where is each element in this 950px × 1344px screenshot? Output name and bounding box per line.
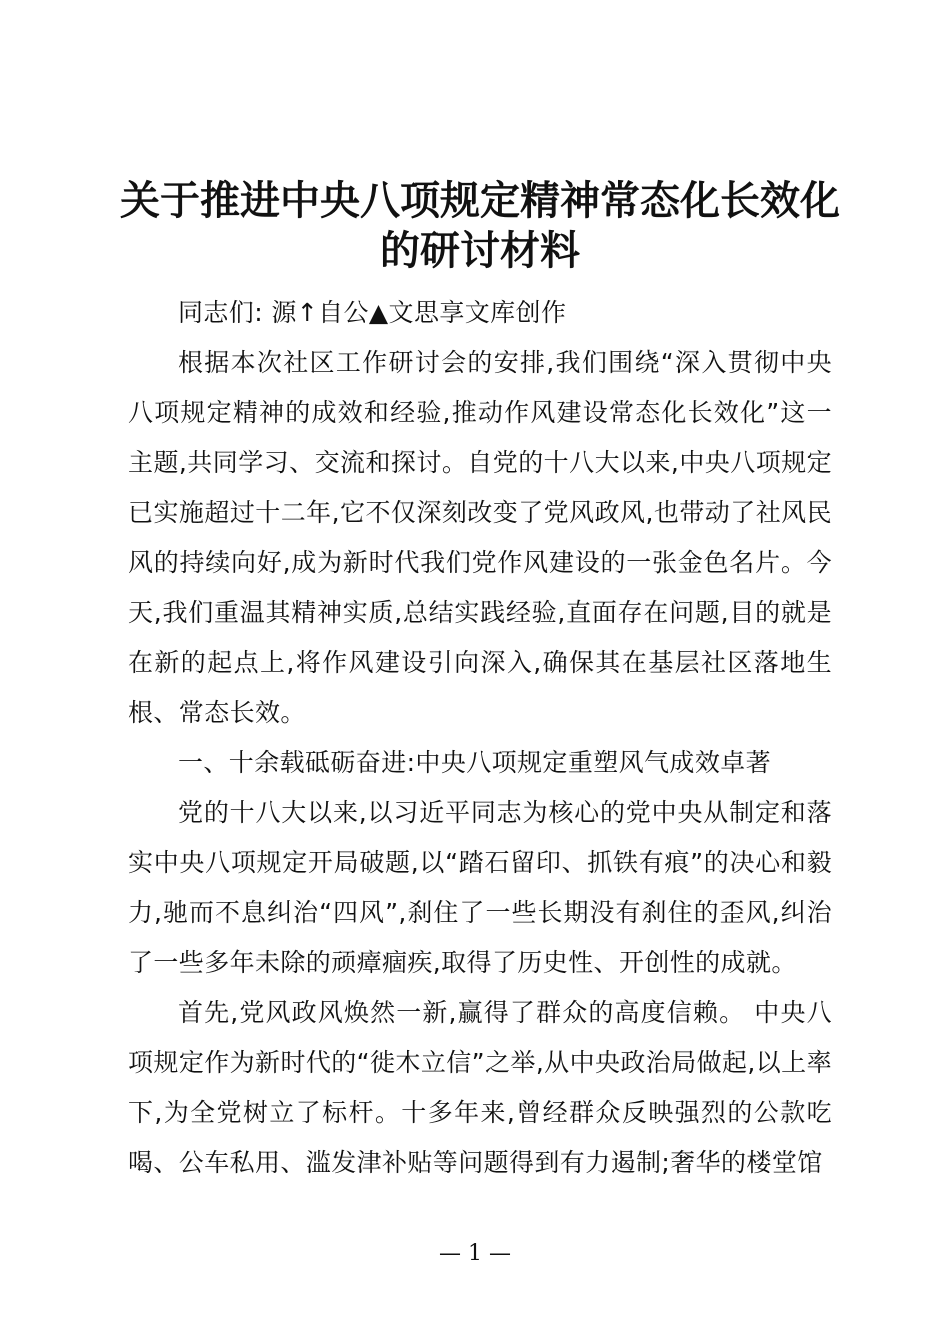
document-body	[128, 288, 832, 1188]
document-title: 关于推进中央八项规定精神常态化长效化的研讨材料	[120, 178, 840, 274]
section-heading: 一、十余载砥砺奋进:中央八项规定重塑风气成效卓著	[178, 748, 772, 777]
page-number: — 1 —	[439, 1241, 511, 1266]
salutation: 同志们: 源↑自公▲文思享文库创作	[178, 298, 567, 327]
intro-paragraph: 根据本次社区工作研讨会的安排,我们围绕“深入贯彻中央八项规定精神的成效和经验,推动作风建设常态化长效化”这一主题,共同学习、交流和探讨。自党的十八大以来,中央八项规定已实施超过十二年,它不仅深刻改变了党风政风,也带动了社风民风的持续向好,成为新时代我们党作风建设的一张金色名片。今天,我们重温其精神实质,总结实践经验,直面存在问题,目的就是在新的起点上,将作风建设引向深入,确保其在基层社区落地生根、常态长效。	[128, 348, 832, 727]
body-paragraph: 党的十八大以来,以习近平同志为核心的党中央从制定和落实中央八项规定开局破题,以“踏石留印、抓铁有痕”的决心和毅力,驰而不息纠治“四风”,刹住了一些长期没有刹住的歪风,纠治了一些多年未除的顽瘴痼疾,取得了历史性、开创性的成就。	[128, 798, 832, 977]
body-paragraph: 首先,党风政风焕然一新,赢得了群众的高度信赖。 中央八项规定作为新时代的“徙木立信”之举,从中央政治局做起,以上率下,为全党树立了标杆。十多年来,曾经群众反映强烈的公款吃喝、公车私用、滥发津补贴等问题得到有力遏制;奢华的楼堂馆	[128, 998, 832, 1177]
